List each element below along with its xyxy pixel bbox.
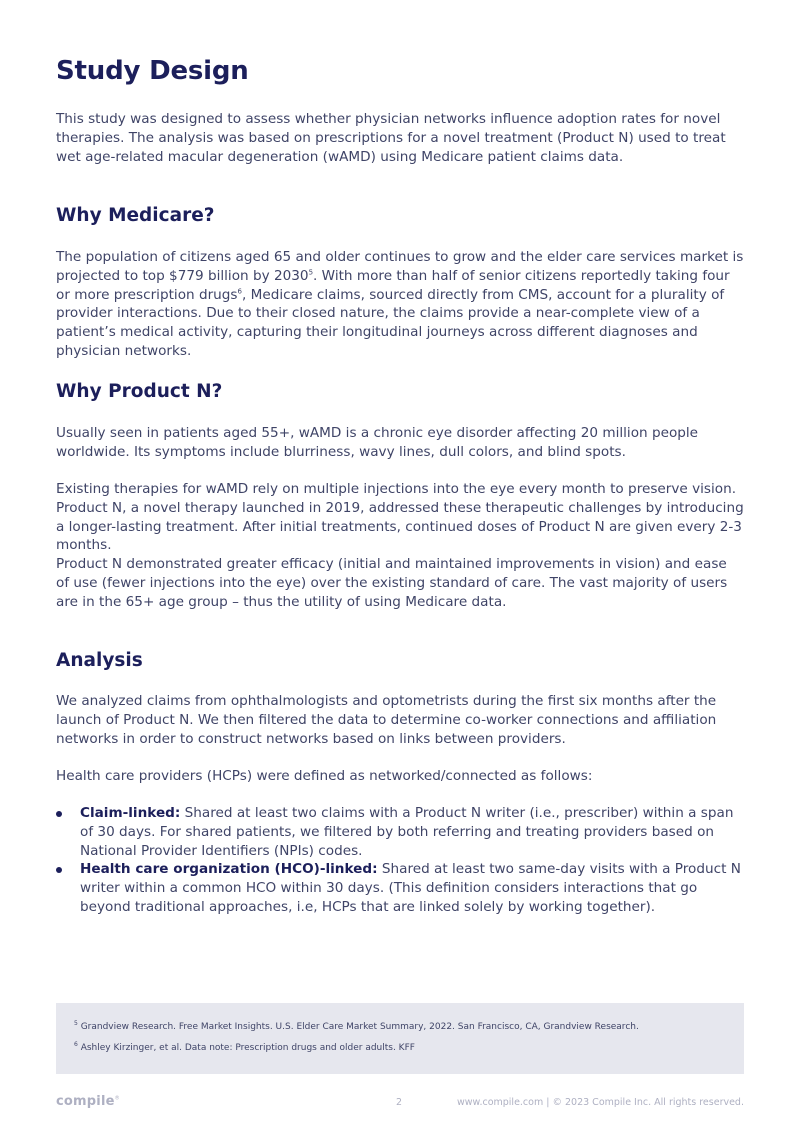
why-medicare-text-c: , Medicare claims, sourced directly from CMS, account for a plurality of provider interactions. Due to their closed nature, the claims provide a near-complete view of a patient’s medical activity, capturing their longitudinal journeys across different diagnoses and physician networks. <box>56 286 725 359</box>
why-medicare-text-b: . With more than half of senior citizens reportedly taking four or more prescription drugs <box>56 267 730 303</box>
why-medicare-heading: Why Medicare? <box>56 205 215 226</box>
footnote <box>74 1021 726 1033</box>
product-n-paragraph-3: Product N demonstrated greater efficacy (initial and maintained improvements in vision) and ease of use (fewer injections into the eye) over the existing standard of care. The vast majority of users are in the 65+ age group – thus the utility of using Medicare data. <box>56 556 728 610</box>
footnote-text: Ashley Kirzinger, et al. Data note: Prescription drugs and older adults. KFF <box>80 1043 415 1053</box>
copyright-text: www.compile.com | © 2023 Compile Inc. All rights reserved. <box>457 1097 744 1108</box>
bullet-label: Claim-linked: <box>80 805 181 821</box>
bullet-text: Shared at least two same-day visits with a Product N writer within a common HCO within 30 days. (This definition considers interactions that go beyond traditional approaches, i.e, HCPs that are linked solely by working together). <box>80 861 741 915</box>
bullet-icon <box>56 811 62 817</box>
footnotes-box <box>56 1003 744 1074</box>
footnote-ref-5: 5 <box>308 268 314 277</box>
analysis-paragraph-1: We analyzed claims from ophthalmologists and optometrists during the first six months after the launch of Product N. We then filtered the data to determine co-worker connections and affiliation networks in order to construct networks based on links between providers. <box>56 693 717 747</box>
footnote-ref-6: 6 <box>237 287 242 296</box>
footnote-number: 5 <box>74 1020 78 1027</box>
bullet-text: Shared at least two claims with a Product N writer (i.e., prescriber) within a span of 30 days. For shared patients, we filtered by both referring and treating providers based on National Provider Identifiers (NPIs) codes. <box>80 805 734 859</box>
compile-logo <box>56 1094 120 1109</box>
footnote-text: Grandview Research. Free Market Insights. U.S. Elder Care Market Summary, 2022. San Francisco, CA, Grandview Research. <box>80 1022 639 1032</box>
why-medicare-text-a: The population of citizens aged 65 and older continues to grow and the elder care services market is projected to top $779 billion by 2030 <box>56 249 744 284</box>
logo-text: compile <box>56 1094 115 1109</box>
product-n-paragraph-1: Usually seen in patients aged 55+, wAMD is a chronic eye disorder affecting 20 million people worldwide. Its symptoms include blurriness, wavy lines, dull colors, and blind spots. <box>56 425 699 460</box>
page-footer <box>56 1094 744 1112</box>
list-item <box>56 804 744 860</box>
trademark-mark: ® <box>114 1095 120 1102</box>
footnote-number: 6 <box>74 1041 78 1048</box>
list-item <box>56 860 744 916</box>
why-product-n-heading: Why Product N? <box>56 381 223 402</box>
why-medicare-paragraph <box>56 248 744 361</box>
bullet-label: Health care organization (HCO)-linked: <box>80 861 378 878</box>
footnote <box>74 1042 726 1054</box>
bullet-icon <box>56 867 62 873</box>
page-number: 2 <box>396 1097 403 1108</box>
network-definitions-list <box>56 804 744 917</box>
intro-paragraph: This study was designed to assess whether physician networks influence adoption rates for novel therapies. The analysis was based on prescriptions for a novel treatment (Product N) used to treat wet age-related macular degeneration (wAMD) using Medicare patient claims data. <box>56 111 726 165</box>
product-n-paragraph-2: Existing therapies for wAMD rely on multiple injections into the eye every month to preserve vision. Product N, a novel therapy launched in 2019, addressed these therapeutic challenges by introducing a longer-lasting treatment. After initial treatments, continued doses of Product N are given every 2-3 months. <box>56 481 744 554</box>
analysis-heading: Analysis <box>56 650 143 671</box>
analysis-paragraph-2: Health care providers (HCPs) were defined as networked/connected as follows: <box>56 768 593 784</box>
page-title: Study Design <box>56 56 249 86</box>
